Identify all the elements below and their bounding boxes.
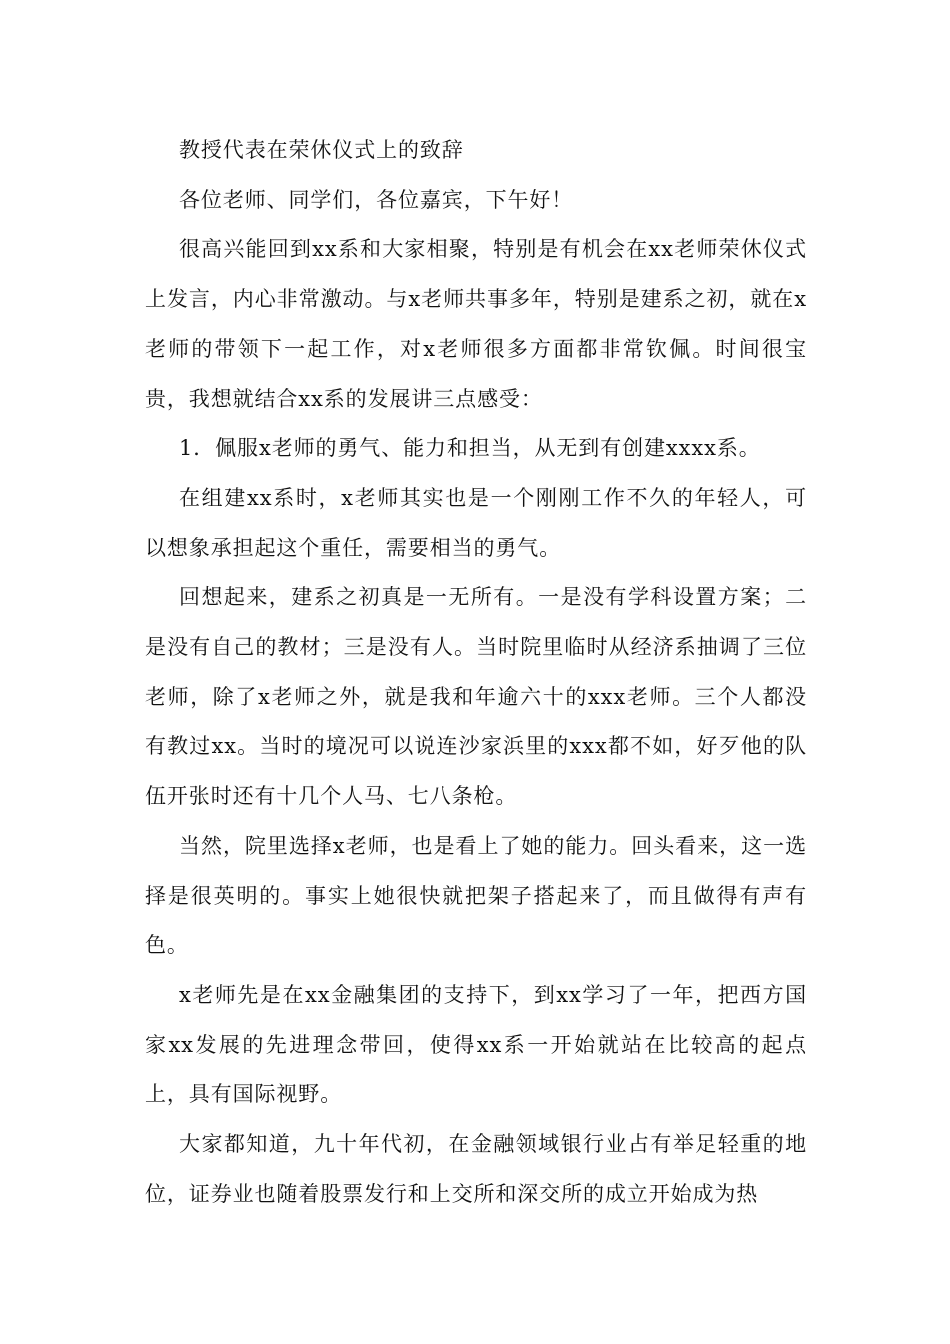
document-body — [145, 126, 807, 1219]
paragraph-greeting: 各位老师、同学们，各位嘉宾，下午好！ — [179, 187, 574, 212]
paragraph: 1．佩服x老师的勇气、能力和担当，从无到有创建xxxx系。 — [179, 436, 761, 461]
paragraph: 回想起来，建系之初真是一无所有。一是没有学科设置方案；二是没有自己的教材；三是没有人。当时院里临时从经济系抽调了三位老师，除了x老师之外，就是我和年逾六十的xxx老师。三个人都没有教过xx。当时的境况可以说连沙家浜里的xxx都不如，好歹他的队伍开张时还有十几个人马、七八条枪。 — [145, 585, 807, 809]
paragraph: 在组建xx系时，x老师其实也是一个刚刚工作不久的年轻人，可以想象承担起这个重任，需要相当的勇气。 — [145, 485, 807, 560]
paragraph: 很高兴能回到xx系和大家相聚，特别是有机会在xx老师荣休仪式上发言，内心非常激动。与x老师共事多年，特别是建系之初，就在x老师的带领下一起工作，对x老师很多方面都非常钦佩。时间很宝贵，我想就结合xx系的发展讲三点感受： — [145, 237, 807, 411]
paragraph: x老师先是在xx金融集团的支持下，到xx学习了一年，把西方国家xx发展的先进理念带回，使得xx系一开始就站在比较高的起点上，具有国际视野。 — [145, 982, 807, 1107]
document-title: 教授代表在荣休仪式上的致辞 — [179, 138, 464, 162]
paragraph: 大家都知道，九十年代初，在金融领域银行业占有举足轻重的地位，证券业也随着股票发行和上交所和深交所的成立开始成为热 — [145, 1132, 807, 1206]
paragraph: 当然，院里选择x老师，也是看上了她的能力。回头看来，这一选择是很英明的。事实上她很快就把架子搭起来了，而且做得有声有色。 — [145, 833, 807, 958]
